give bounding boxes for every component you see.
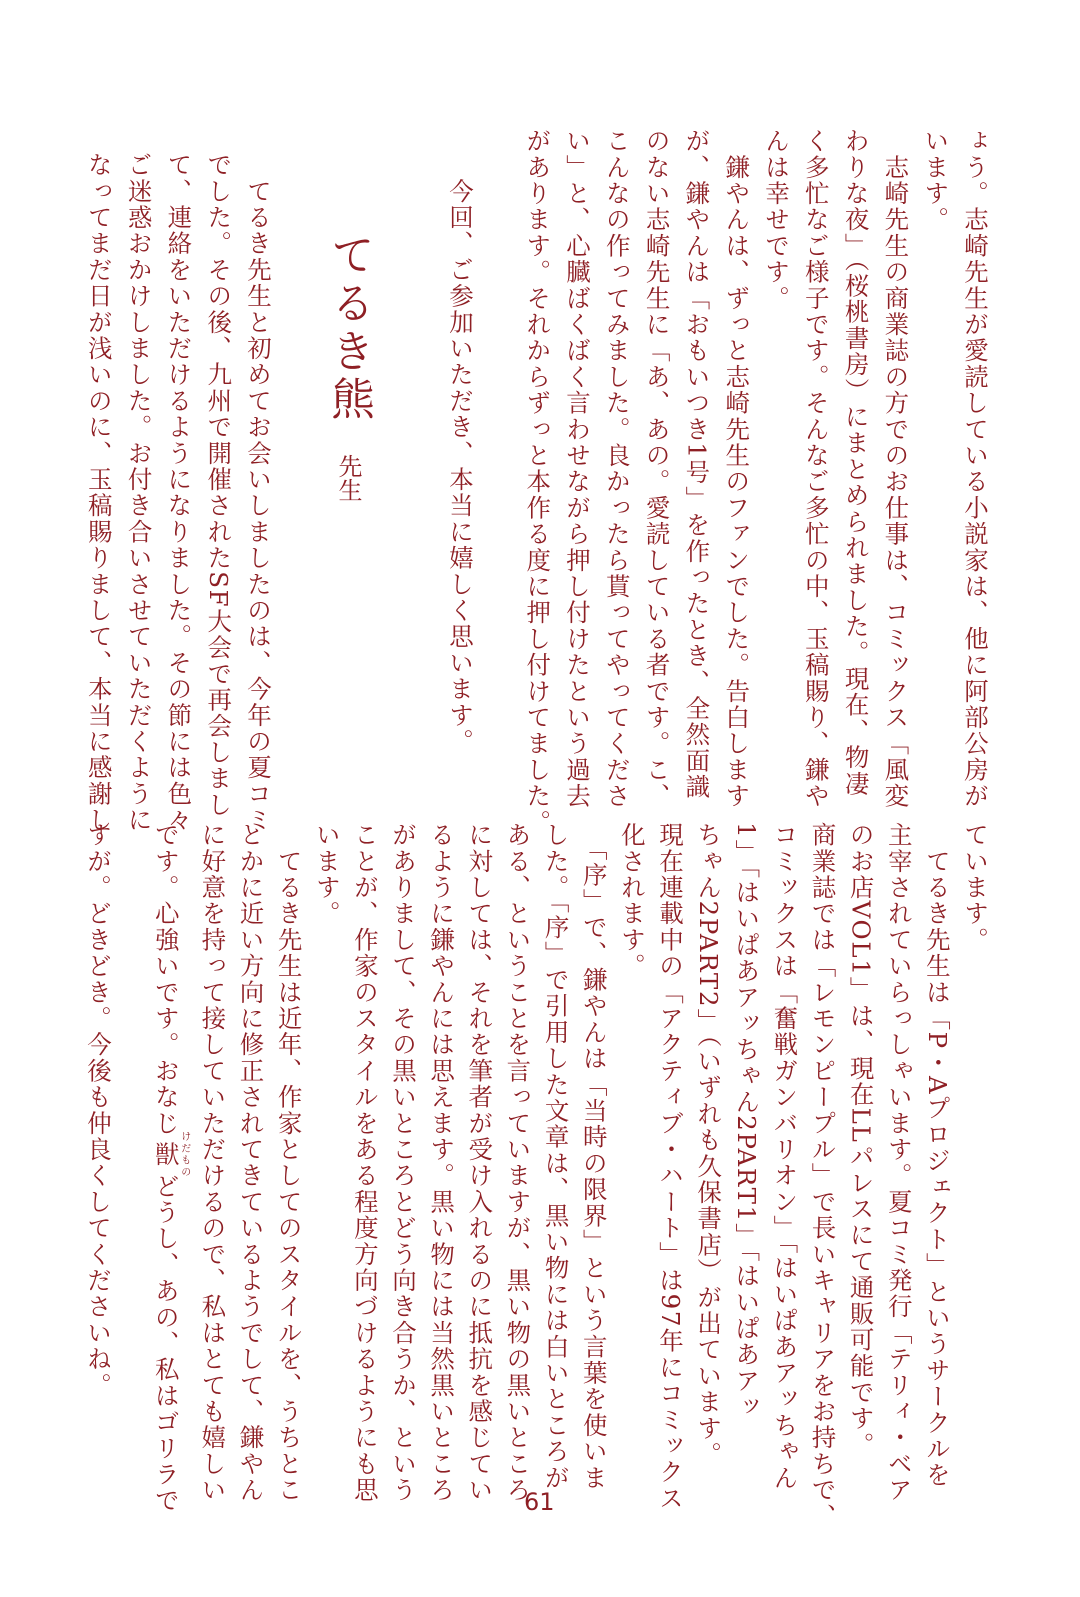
text-column: とかに近い方向に修正されてきているようでして、鎌やん xyxy=(236,822,266,1504)
text-column: てるき先生は「P・Aプロジェクト」というサークルを xyxy=(922,822,952,1489)
text-column: ょう。志崎先生が愛読している小説家は、他に阿部公房が xyxy=(961,128,990,810)
text-column-last: すが。どきどき。今後も仲良くしてくださいね。 xyxy=(84,822,113,1399)
text-column: 「序」で、鎌やんは「当時の限界」という言葉を使いま xyxy=(579,822,609,1491)
text-column: ある、ということを言っていますが、黒い物の黒いところ xyxy=(503,822,533,1504)
ruby-base: 獣 xyxy=(151,1131,181,1179)
text-column: した。「序」で引用した文章は、黒い物には白いところが xyxy=(541,822,571,1491)
text-column: に好意を持って接していただけるので、私はとても嬉しい xyxy=(198,822,228,1504)
text-column: 化されます。 xyxy=(617,822,647,980)
text-column: んは幸せです。 xyxy=(762,128,791,312)
text-column: 鎌やんは、ずっと志崎先生のファンでした。告白します xyxy=(722,128,752,810)
ruby-reading: けだもの xyxy=(178,1131,190,1179)
text-column-closing: 今回、ご参加いただき、本当に嬉しく思います。 xyxy=(446,152,475,755)
text-column: に対しては、それを筆者が受け入れるのに抵抗を感じてい xyxy=(465,822,495,1504)
text-segment: です。心強いです。おなじ xyxy=(151,822,181,1137)
text-column: こんなの作ってみました。良かったら貰ってやってくださ xyxy=(602,128,632,810)
text-column: 1」「はいぱあアッちゃん2PART1」「はいぱあアッ xyxy=(732,822,762,1421)
text-column: が、鎌やんは「おもいつき1号」を作ったとき、全然面識 xyxy=(682,128,712,801)
text-column: コミックスは「奮戦ガンバリオン」「はいぱあアッちゃん xyxy=(770,822,800,1491)
text-column-ruby xyxy=(151,822,190,1514)
text-column: てるき先生は近年、作家としてのスタイルを、うちとこ xyxy=(274,822,304,1504)
ruby-word xyxy=(151,1131,190,1179)
page-number: 61 xyxy=(524,1488,555,1516)
text-segment: どうし、あの、私はゴリラで xyxy=(151,1173,181,1514)
text-column: ています。 xyxy=(961,822,990,953)
text-column: があります。それからずっと本作る度に押し付けてました。 xyxy=(523,128,553,836)
text-column: がありまして、その黒いところとどう向き合うか、という xyxy=(389,822,419,1504)
author-name: てるき熊 xyxy=(323,232,374,424)
text-column: のない志崎先生に「あ、あの。愛読している者です。こ、 xyxy=(642,128,672,810)
text-column: い」と、心臓ばくばく言わせながら押し付けたという過去 xyxy=(563,128,592,810)
text-column: ご迷惑おかけしました。お付き合いさせていただくように xyxy=(124,152,154,834)
text-column: く多忙なご様子です。そんなご多忙の中、玉稿賜り、鎌や xyxy=(801,128,831,810)
text-column: 現在連載中の「アクティブ・ハート」は97年にコミックス xyxy=(655,822,685,1512)
text-column: なってまだ日が浅いのに、玉稿賜りまして、本当に感謝し xyxy=(84,152,114,834)
text-column: るように鎌やんには思えます。黒い物には当然黒いところ xyxy=(427,822,457,1504)
text-column: のお店VOL1」は、現在LLパレスにて通販可能です。 xyxy=(846,822,876,1458)
author-honorific: 先生 xyxy=(334,454,362,502)
text-column: でした。その後、九州で開催されたSF大会で再会しまし xyxy=(204,152,234,818)
text-column: ちゃん2PART2」（いずれも久保書店）が出ています。 xyxy=(694,822,724,1468)
text-column: 志崎先生の商業誌の方でのお仕事は、コミックス「風変 xyxy=(881,128,911,810)
text-column: います。 xyxy=(312,822,342,927)
author-heading xyxy=(316,232,380,502)
text-column: います。 xyxy=(921,128,951,233)
text-column: て、連絡をいただけるようになりました。その節には色々 xyxy=(164,152,194,834)
text-column: てるき先生と初めてお会いしましたのは、今年の夏コミ xyxy=(244,152,273,834)
text-column: 商業誌では「レモンピープル」で長いキャリアをお持ちで、 xyxy=(808,822,838,1530)
text-column: 主宰されていらっしゃいます。夏コミ発行「テリィ・ベア xyxy=(884,822,914,1504)
text-column: わりな夜」（桜桃書房）にまとめられました。現在、物凄 xyxy=(841,128,871,797)
text-column: ことが、作家のスタイルをある程度方向づけるようにも思 xyxy=(350,822,380,1504)
